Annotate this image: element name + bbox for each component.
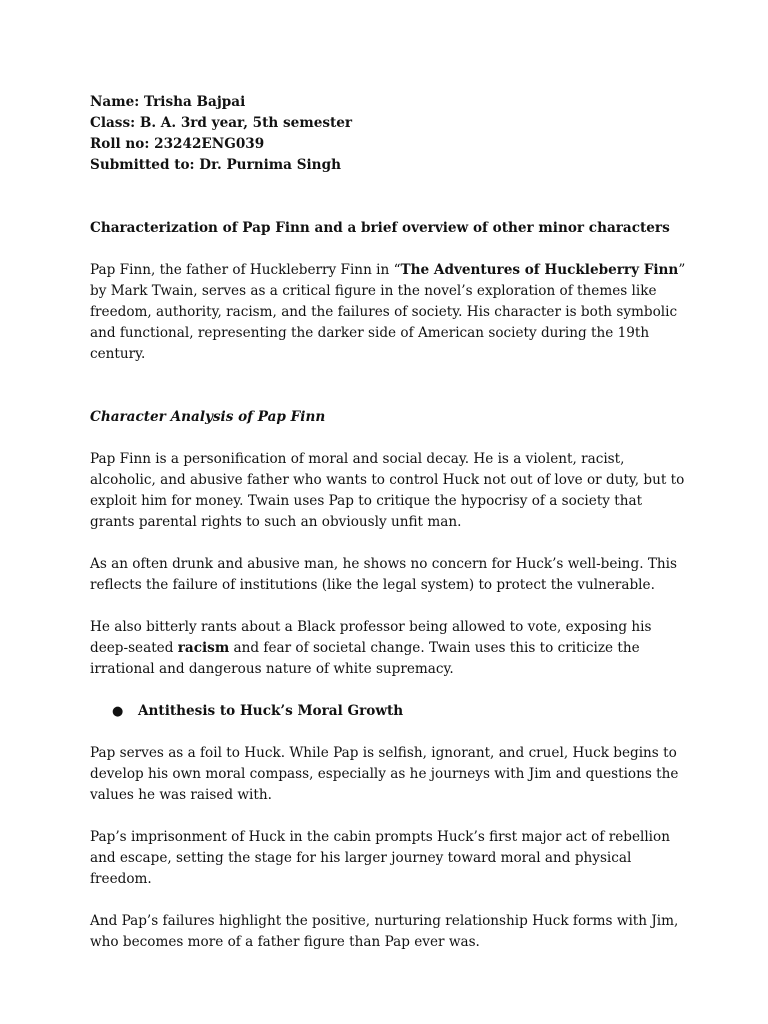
novel-title: The Adventures of Huckleberry Finn [400, 262, 679, 278]
racism-text-end: and fear of societal change. Twain uses this to criticize the irrational and dangerous nature of white supremacy. [90, 640, 640, 677]
paragraph-imprisonment: Pap’s imprisonment of Huck in the cabin prompts Huck’s first major act of rebellion and escape, setting the stage for his larger journey toward moral and physical freedom. [90, 829, 670, 887]
paragraph-drunk-abusive: As an often drunk and abusive man, he shows no concern for Huck’s well-being. This reflects the failure of institutions (like the legal system) to protect the vulnerable. [90, 556, 678, 593]
student-class: Class: B. A. 3rd year, 5th semester [90, 115, 353, 131]
bullet-heading: Antithesis to Huck’s Moral Growth [138, 703, 404, 719]
document-page [90, 92, 690, 953]
bullet-icon: ● [112, 704, 124, 719]
student-name: Name: Trisha Bajpai [90, 94, 246, 110]
section-heading: Character Analysis of Pap Finn [90, 409, 326, 425]
intro-paragraph [90, 260, 690, 365]
paragraph-failures: And Pap’s failures highlight the positive, nurturing relationship Huck forms with Jim, who becomes more of a father figure than Pap ever was. [90, 913, 679, 950]
racism-text-start: He also bitterly rants about a Black professor being allowed to vote, exposing his deep-seated [90, 619, 652, 656]
bullet-item [90, 701, 690, 722]
intro-text-start: Pap Finn, the father of Huckleberry Finn in “ [90, 262, 401, 278]
submitted-to: Submitted to: Dr. Purnima Singh [90, 157, 341, 173]
paragraph-foil: Pap serves as a foil to Huck. While Pap is selfish, ignorant, and cruel, Huck begins to develop his own moral compass, especially as he journeys with Jim and questions the values he was raised with. [90, 745, 679, 803]
document-title: Characterization of Pap Finn and a brief overview of other minor characters [90, 220, 670, 236]
intro-text-end: ” by Mark Twain, serves as a critical figure in the novel’s exploration of themes like freedom, authority, racism, and the failures of society. His character is both symbolic and functional, representing the darker side of American society during the 19th century. [90, 262, 686, 362]
roll-number: Roll no: 23242ENG039 [90, 136, 265, 152]
paragraph-personification: Pap Finn is a personification of moral and social decay. He is a violent, racist, alcoholic, and abusive father who wants to control Huck not out of love or duty, but to exploit him for money. Twain uses Pap to critique the hypocrisy of a society that grants parental rights to such an obviously unfit man. [90, 451, 685, 530]
racism-keyword: racism [177, 640, 230, 656]
student-info-block [90, 92, 690, 176]
paragraph-racism [90, 617, 690, 680]
